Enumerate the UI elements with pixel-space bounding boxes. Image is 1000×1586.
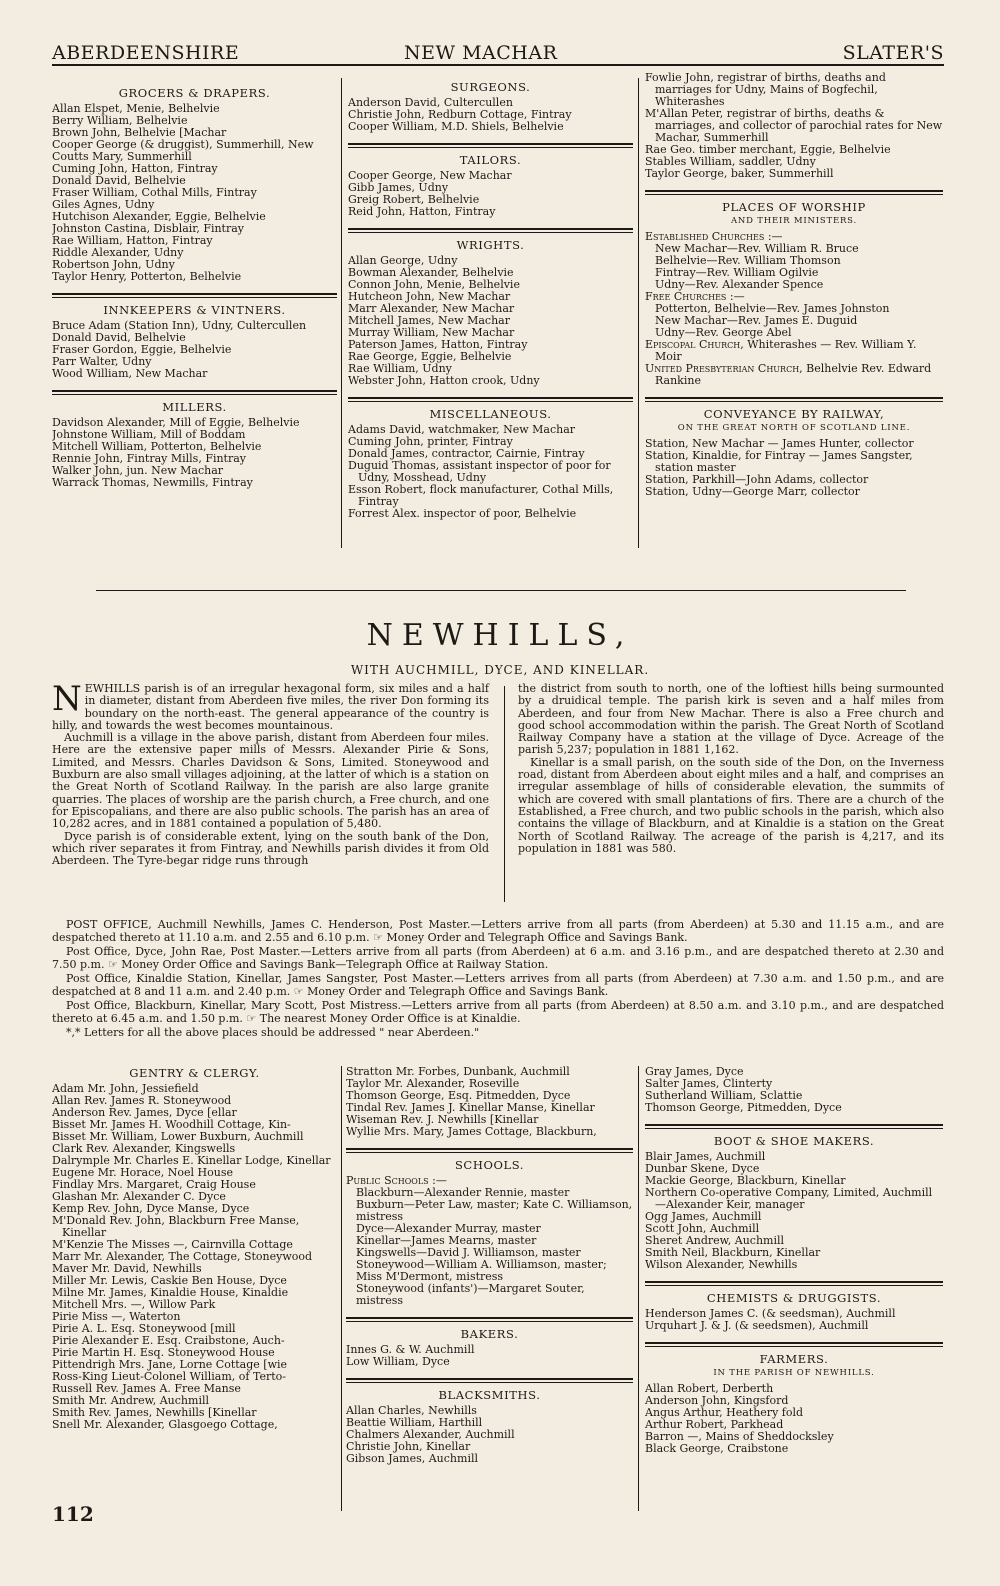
directory-entry: Kinellar—James Mearns, master xyxy=(356,1234,537,1247)
directory-entry: Murray William, New Machar xyxy=(348,326,515,339)
worship-group xyxy=(645,363,943,387)
directory-entry: Milne Mr. James, Kinaldie House, Kinaldie xyxy=(52,1286,289,1299)
column-divider xyxy=(341,78,342,548)
directory-entry: Findlay Mrs. Margaret, Craig House xyxy=(52,1178,256,1191)
section-title: FARMERS. xyxy=(759,1352,829,1366)
directory-entry: Rae Geo. timber merchant, Eggie, Belhelvie xyxy=(645,143,891,156)
paragraph: the district from south to north, one of the loftiest hills being surmounted by a druidical temple. The parish kirk is seven and a half miles from Aberdeen, and four from New Machar. There is also a Free church and good school accommodation within the parish. The Great North of Scotland Railway Company have a station at the village of Dyce. Acreage of the parish 5,237; population in 1881 1,162. xyxy=(518,682,944,757)
directory-entry: Allan Robert, Derberth xyxy=(645,1382,774,1395)
directory-entry: Cuming John, printer, Fintray xyxy=(348,435,513,448)
worship-heading: Free Churches :— xyxy=(645,290,745,303)
directory-entry: Northern Co-operative Company, Limited, Auchmill—Alexander Keir, manager xyxy=(645,1186,933,1211)
drop-cap-n: N xyxy=(52,679,82,719)
section-title: GROCERS & DRAPERS. xyxy=(118,86,271,100)
newhills-title: NEWHILLS, xyxy=(366,618,634,653)
directory-entry: Christie John, Redburn Cottage, Fintray xyxy=(348,108,572,121)
directory-entry: Greig Robert, Belhelvie xyxy=(348,193,480,206)
worship-group xyxy=(645,339,943,363)
directory-entry: Maver Mr. David, Newhills xyxy=(52,1262,202,1275)
directory-entry: Esson Robert, flock manufacturer, Cothal Mills, Fintray xyxy=(348,483,614,508)
post-office-entry: Post Office, Kinaldie Station, Kinellar, James Sangster, Post Master.—Letters arrives from all parts (from Aberdeen) at 7.30 a.m. and 1.50 p.m., and are despatched at 8 and 11 a.m. and 2.40 p.m. ☞ Money Order and Telegraph Office and Savings Bank. xyxy=(52,972,944,998)
directory-entry: Pirie Alexander E. Esq. Craibstone, Auch- xyxy=(52,1334,285,1347)
section-title: TAILORS. xyxy=(459,153,522,167)
directory-entry: Allan Elspet, Menie, Belhelvie xyxy=(52,102,220,115)
top-column-2 xyxy=(348,76,633,520)
directory-entry: Rae George, Eggie, Belhelvie xyxy=(348,350,512,363)
directory-entry: Chalmers Alexander, Auchmill xyxy=(346,1428,515,1441)
directory-entry: Station, New Machar — James Hunter, collector xyxy=(645,437,914,450)
section-title: PLACES OF WORSHIP xyxy=(722,200,866,214)
directory-entry: Adams David, watchmaker, New Machar xyxy=(348,423,576,436)
directory-entry: M'Allan Peter, registrar of births, deaths & marriages, and collector of parochial rates for New Machar, Summerhill xyxy=(645,107,943,144)
section-title: SURGEONS. xyxy=(450,80,531,94)
description-right xyxy=(518,683,944,855)
directory-entry: Stoneywood—William A. Williamson, master; Miss M'Dermont, mistress xyxy=(356,1258,607,1283)
section-divider xyxy=(645,1342,943,1347)
directory-entry: Pirie Martin H. Esq. Stoneywood House xyxy=(52,1346,275,1359)
directory-entry: Walker John, jun. New Machar xyxy=(52,464,224,477)
directory-entry: Smith Rev. James, Newhills [Kinellar xyxy=(52,1406,257,1419)
directory-entry: Forrest Alex. inspector of poor, Belhelvie xyxy=(348,507,577,520)
directory-entry: Sheret Andrew, Auchmill xyxy=(645,1234,785,1247)
directory-entry: Pittendrigh Mrs. Jane, Lorne Cottage [wie xyxy=(52,1358,288,1371)
post-office-entry: Post Office, Blackburn, Kinellar, Mary Scott, Post Mistress.—Letters arrive from all parts (from Aberdeen) at 8.50 a.m. and 3.10 p.m., and are despatched thereto at 6.45 a.m. and 1.50 p.m. ☞ The nearest Money Order Office is at Kinaldie. xyxy=(52,999,944,1025)
directory-entry: Tindal Rev. James J. Kinellar Manse, Kinellar xyxy=(346,1101,595,1114)
directory-entry: Donald David, Belhelvie xyxy=(52,331,186,344)
top-column-3 xyxy=(645,72,943,498)
directory-entry: Pirie Miss —, Waterton xyxy=(52,1310,181,1323)
directory-entry: Rae William, Udny xyxy=(348,362,452,375)
directory-entry: Anderson Rev. James, Dyce [ellar xyxy=(52,1106,237,1119)
directory-entry: Davidson Alexander, Mill of Eggie, Belhelvie xyxy=(52,416,300,429)
directory-entry: Mitchell James, New Machar xyxy=(348,314,510,327)
directory-entry: Smith Mr. Andrew, Auchmill xyxy=(52,1394,209,1407)
directory-entry: Kingswells—David J. Williamson, master xyxy=(356,1246,581,1259)
directory-entry: Paterson James, Hatton, Fintray xyxy=(348,338,528,351)
directory-entry: Christie John, Kinellar xyxy=(346,1440,471,1453)
directory-entry: Barron —, Mains of Sheddocksley xyxy=(645,1430,834,1443)
directory-entry: Blair James, Auchmill xyxy=(645,1150,766,1163)
section-title: WRIGHTS. xyxy=(456,238,525,252)
directory-entry: Wilson Alexander, Newhills xyxy=(645,1258,798,1271)
column-divider xyxy=(638,78,639,548)
directory-entry: New Machar—Rev. William R. Bruce xyxy=(655,242,859,255)
directory-entry: Johnston Castina, Disblair, Fintray xyxy=(52,222,245,235)
section-title: BOOT & SHOE MAKERS. xyxy=(713,1134,875,1148)
directory-entry: Station, Parkhill—John Adams, collector xyxy=(645,473,869,486)
directory-entry: Buxburn—Peter Law, master; Kate C. Williamson, mistress xyxy=(356,1198,633,1223)
column-divider xyxy=(504,686,505,902)
directory-entry: Gibson James, Auchmill xyxy=(346,1452,478,1465)
directory-entry: Angus Arthur, Heathery fold xyxy=(645,1406,804,1419)
directory-entry: Blackburn—Alexander Rennie, master xyxy=(356,1186,570,1199)
directory-entry: Webster John, Hatton crook, Udny xyxy=(348,374,540,387)
schools-heading: Public Schools :— xyxy=(346,1174,447,1187)
directory-entry: Taylor George, baker, Summerhill xyxy=(645,167,834,180)
section-divider xyxy=(346,1148,633,1153)
directory-entry: Fowlie John, registrar of births, deaths and marriages for Udny, Mains of Bogfechil, Whiterashes xyxy=(645,72,886,108)
section-title: SCHOOLS. xyxy=(454,1158,525,1172)
section-subtitle: AND THEIR MINISTERS. xyxy=(730,216,857,226)
directory-entry: Cooper William, M.D. Shiels, Belhelvie xyxy=(348,120,564,133)
directory-entry: Brown John, Belhelvie [Machar xyxy=(52,126,227,139)
directory-entry: Stoneywood (infants')—Margaret Souter, mistress xyxy=(356,1282,585,1307)
directory-entry: Fraser Gordon, Eggie, Belhelvie xyxy=(52,343,232,356)
post-office-entry: *,* Letters for all the above places should be addressed " near Aberdeen." xyxy=(66,1026,480,1039)
directory-entry: Scott John, Auchmill xyxy=(645,1222,760,1235)
directory-entry: Robertson John, Udny xyxy=(52,258,175,271)
directory-entry: Eugene Mr. Horace, Noel House xyxy=(52,1166,233,1179)
column-divider xyxy=(341,1066,342,1511)
directory-entry: Taylor Mr. Alexander, Roseville xyxy=(346,1077,520,1090)
directory-entry: Marr Mr. Alexander, The Cottage, Stoneywood xyxy=(52,1250,313,1263)
section-divider xyxy=(348,143,633,148)
directory-entry: Udny—Rev. Alexander Spence xyxy=(655,278,824,291)
directory-entry: Bowman Alexander, Belhelvie xyxy=(348,266,514,279)
bottom-column-1 xyxy=(52,1062,337,1431)
directory-entry: Donald James, contractor, Cairnie, Fintray xyxy=(348,447,585,460)
directory-entry: Low William, Dyce xyxy=(346,1355,450,1368)
directory-entry: Gray James, Dyce xyxy=(645,1066,744,1078)
directory-entry: Duguid Thomas, assistant inspector of poor for Udny, Mosshead, Udny xyxy=(348,459,611,484)
section-title: CONVEYANCE BY RAILWAY, xyxy=(703,407,885,421)
section-subtitle: ON THE GREAT NORTH OF SCOTLAND LINE. xyxy=(677,423,911,433)
description-left xyxy=(52,679,489,868)
directory-entry: New Machar—Rev. James E. Duguid xyxy=(655,314,858,327)
directory-entry: Beattie William, Harthill xyxy=(346,1416,483,1429)
directory-entry: Snell Mr. Alexander, Glasgoego Cottage, xyxy=(52,1418,278,1431)
directory-entry: Dyce—Alexander Murray, master xyxy=(356,1222,541,1235)
directory-entry: Pirie A. L. Esq. Stoneywood [mill xyxy=(52,1322,236,1335)
directory-entry: Fraser William, Cothal Mills, Fintray xyxy=(52,186,257,199)
directory-entry: Fintray—Rev. William Ogilvie xyxy=(655,266,819,279)
directory-entry: Parr Walter, Udny xyxy=(52,355,152,368)
directory-entry: Rennie John, Fintray Mills, Fintray xyxy=(52,452,247,465)
directory-entry: Potterton, Belhelvie—Rev. James Johnston xyxy=(655,302,890,315)
directory-entry: Allan Rev. James R. Stoneywood xyxy=(52,1094,232,1107)
worship-heading: United Presbyterian Church, xyxy=(645,362,803,375)
section-title: GENTRY & CLERGY. xyxy=(129,1066,260,1080)
directory-entry: Warrack Thomas, Newmills, Fintray xyxy=(52,476,253,489)
directory-entry: Clark Rev. Alexander, Kingswells xyxy=(52,1142,236,1155)
directory-entry: Taylor Henry, Potterton, Belhelvie xyxy=(52,270,242,283)
directory-entry: Urquhart J. & J. (& seedsmen), Auchmill xyxy=(645,1319,869,1332)
directory-entry: Arthur Robert, Parkhead xyxy=(645,1418,784,1431)
section-title: MILLERS. xyxy=(162,400,227,414)
page-number: 112 xyxy=(52,1502,94,1526)
post-office-notices xyxy=(52,919,944,1042)
bottom-column-3 xyxy=(645,1066,943,1455)
directory-entry: M'Kenzie The Misses —, Cairnvilla Cottage xyxy=(52,1238,293,1251)
directory-entry: Anderson John, Kingsford xyxy=(645,1394,789,1407)
section-title: MISCELLANEOUS. xyxy=(429,407,552,421)
directory-entry: Stables William, saddler, Udny xyxy=(645,155,816,168)
directory-entry: Cooper George (& druggist), Summerhill, New xyxy=(52,138,314,151)
directory-entry: Berry William, Belhelvie xyxy=(52,114,188,127)
directory-entry: Wiseman Rev. J. Newhills [Kinellar xyxy=(346,1113,539,1126)
directory-entry: Belhelvie—Rev. William Thomson xyxy=(655,254,841,267)
column-divider xyxy=(638,1066,639,1511)
directory-entry: Marr Alexander, New Machar xyxy=(348,302,515,315)
top-column-1 xyxy=(52,82,337,489)
worship-text: Belhelvie Rev. Edward Rankine xyxy=(655,362,932,387)
directory-entry: Glashan Mr. Alexander C. Dyce xyxy=(52,1190,226,1203)
directory-entry: Salter James, Clinterty xyxy=(645,1077,773,1090)
section-title: BLACKSMITHS. xyxy=(438,1388,541,1402)
section-divider xyxy=(348,228,633,233)
directory-entry: Hutchison Alexander, Eggie, Belhelvie xyxy=(52,210,266,223)
directory-entry: Donald David, Belhelvie xyxy=(52,174,186,187)
directory-entry: Cooper George, New Machar xyxy=(348,169,512,182)
directory-entry: Hutcheon John, New Machar xyxy=(348,290,511,303)
directory-entry: Station, Udny—George Marr, collector xyxy=(645,485,860,498)
directory-entry: Anderson David, Cultercullen xyxy=(348,96,513,109)
directory-entry: Bruce Adam (Station Inn), Udny, Cultercullen xyxy=(52,319,307,332)
directory-entry: Mitchell Mrs. —, Willow Park xyxy=(52,1298,216,1311)
section-title: INNKEEPERS & VINTNERS. xyxy=(103,303,286,317)
directory-entry: Rae William, Hatton, Fintray xyxy=(52,234,213,247)
paragraph: Auchmill is a village in the above parish, distant from Aberdeen four miles. Here are the extensive paper mills of Messrs. Alexander Pirie & Sons, Limited, and Messrs. Charles Davidson & Sons, Limited. Stoneywood and Buxburn are also small villages adjoining, at the latter of which is a station on the Great North of Scotland Railway. In the parish are also large granite quarries. The places of worship are the parish church, a Free church, and one for Episcopalians, and there are also public schools. The parish has an area of 10,282 acres, and in 1881 contained a population of 5,480. xyxy=(52,731,489,831)
directory-entry: Dunbar Skene, Dyce xyxy=(645,1162,760,1175)
directory-entry: Riddle Alexander, Udny xyxy=(52,246,184,259)
directory-entry: Miller Mr. Lewis, Caskie Ben House, Dyce xyxy=(52,1274,287,1287)
directory-entry: Innes G. & W. Auchmill xyxy=(346,1343,475,1356)
header-county: ABERDEENSHIRE xyxy=(52,42,240,64)
directory-entry: Allan George, Udny xyxy=(348,254,458,267)
section-rule xyxy=(96,590,906,591)
directory-entry: Thomson George, Pitmedden, Dyce xyxy=(645,1101,842,1114)
section-subtitle: IN THE PARISH OF NEWHILLS. xyxy=(713,1368,875,1378)
directory-entry: Russell Rev. James A. Free Manse xyxy=(52,1382,241,1395)
directory-entry: Station, Kinaldie, for Fintray — James Sangster, station master xyxy=(645,449,913,474)
paragraph: EWHILLS parish is of an irregular hexagonal form, six miles and a half in diameter, distant from Aberdeen five miles, the river Don forming its boundary on the north-east. The general appearance of the country is hilly, and towards the west becomes mountainous. xyxy=(52,682,489,732)
header-place: NEW MACHAR xyxy=(404,42,558,64)
paragraph: Dyce parish is of considerable extent, lying on the south bank of the Don, which river separates it from Fintray, and Newhills parish divides it from Old Aberdeen. The Tyre-begar ridge runs through xyxy=(52,829,489,868)
section-divider xyxy=(348,397,633,402)
directory-entry: Bisset Mr. James H. Woodhill Cottage, Kin- xyxy=(52,1118,291,1131)
directory-entry: M'Donald Rev. John, Blackburn Free Manse, Kinellar xyxy=(52,1214,300,1239)
section-divider xyxy=(346,1378,633,1383)
paragraph: Kinellar is a small parish, on the south side of the Don, on the Inverness road, distant from Aberdeen about eight miles and a half, and comprises an irregular assemblage of hills of considerable elevation, the summits of which are covered with small plantations of firs. There are a church of the Established, a Free church, and two public schools in the parish, which also contains the village of Blackburn, and at Kinaldie is a station on the Great North of Scotland Railway. The acreage of the parish is 4,217, and its population in 1881 was 580. xyxy=(518,755,944,855)
section-title: CHEMISTS & DRUGGISTS. xyxy=(706,1291,882,1305)
worship-text: Whiterashes — Rev. William Y. Moir xyxy=(655,338,917,363)
directory-entry: Adam Mr. John, Jessiefield xyxy=(52,1082,199,1095)
running-header xyxy=(52,38,944,66)
directory-entry: Udny—Rev. George Abel xyxy=(655,326,792,339)
directory-entry: Wyllie Mrs. Mary, James Cottage, Blackburn, xyxy=(346,1125,597,1138)
directory-entry: Wood William, New Machar xyxy=(52,367,208,380)
directory-entry: Gibb James, Udny xyxy=(348,181,449,194)
section-divider xyxy=(645,190,943,195)
section-title: BAKERS. xyxy=(460,1327,519,1341)
directory-entry: Sutherland William, Sclattie xyxy=(645,1089,803,1102)
header-publisher: SLATER'S xyxy=(842,42,944,64)
directory-entry: Giles Agnes, Udny xyxy=(52,198,155,211)
directory-entry: Dalrymple Mr. Charles E. Kinellar Lodge, Kinellar xyxy=(52,1154,331,1167)
directory-entry: Kemp Rev. John, Dyce Manse, Dyce xyxy=(52,1202,250,1215)
worship-heading: Episcopal Church, xyxy=(645,338,744,351)
directory-entry: Thomson George, Esq. Pitmedden, Dyce xyxy=(346,1089,571,1102)
directory-entry: Black George, Craibstone xyxy=(645,1442,789,1455)
section-divider xyxy=(52,293,337,298)
section-divider xyxy=(645,1281,943,1286)
section-divider xyxy=(645,1124,943,1129)
directory-entry: Ogg James, Auchmill xyxy=(645,1210,762,1223)
directory-entry: Johnstone William, Mill of Boddam xyxy=(52,428,246,441)
post-office-entry: POST OFFICE, Auchmill Newhills, James C. Henderson, Post Master.—Letters arrive from all parts (from Aberdeen) at 5.30 and 11.15 a.m., and are despatched thereto at 11.10 a.m. and 2.55 and 6.10 p.m. ☞ Money Order and Telegraph Office and Savings Bank. xyxy=(52,918,944,944)
directory-entry: Bisset Mr. William, Lower Buxburn, Auchmill xyxy=(52,1130,304,1143)
section-divider xyxy=(346,1317,633,1322)
directory-entry: Connon John, Menie, Belhelvie xyxy=(348,278,520,291)
directory-entry: Ross-King Lieut-Colonel William, of Terto- xyxy=(52,1370,286,1383)
section-divider xyxy=(645,397,943,402)
directory-entry: Stratton Mr. Forbes, Dunbank, Auchmill xyxy=(346,1066,570,1078)
section-divider xyxy=(52,390,337,395)
newhills-subtitle: WITH AUCHMILL, DYCE, AND KINELLAR. xyxy=(350,663,650,677)
post-office-entry: Post Office, Dyce, John Rae, Post Master.—Letters arrive from all parts (from Aberdeen) at 6 a.m. and 3.16 p.m., and are despatched thereto at 2.30 and 7.50 p.m. ☞ Money Order Office and Savings Bank—Telegraph Office at Railway Station. xyxy=(52,945,944,971)
directory-entry: Henderson James C. (& seedsman), Auchmill xyxy=(645,1307,896,1320)
directory-entry: Coutts Mary, Summerhill xyxy=(52,150,192,163)
directory-entry: Cuming John, Hatton, Fintray xyxy=(52,162,218,175)
worship-heading: Established Churches :— xyxy=(645,230,783,243)
directory-entry: Allan Charles, Newhills xyxy=(346,1404,477,1417)
directory-entry: Reid John, Hatton, Fintray xyxy=(348,205,496,218)
directory-entry: Mitchell William, Potterton, Belhelvie xyxy=(52,440,262,453)
directory-entry: Smith Neil, Blackburn, Kinellar xyxy=(645,1246,821,1259)
directory-entry: Mackie George, Blackburn, Kinellar xyxy=(645,1174,846,1187)
bottom-column-2 xyxy=(346,1066,633,1465)
